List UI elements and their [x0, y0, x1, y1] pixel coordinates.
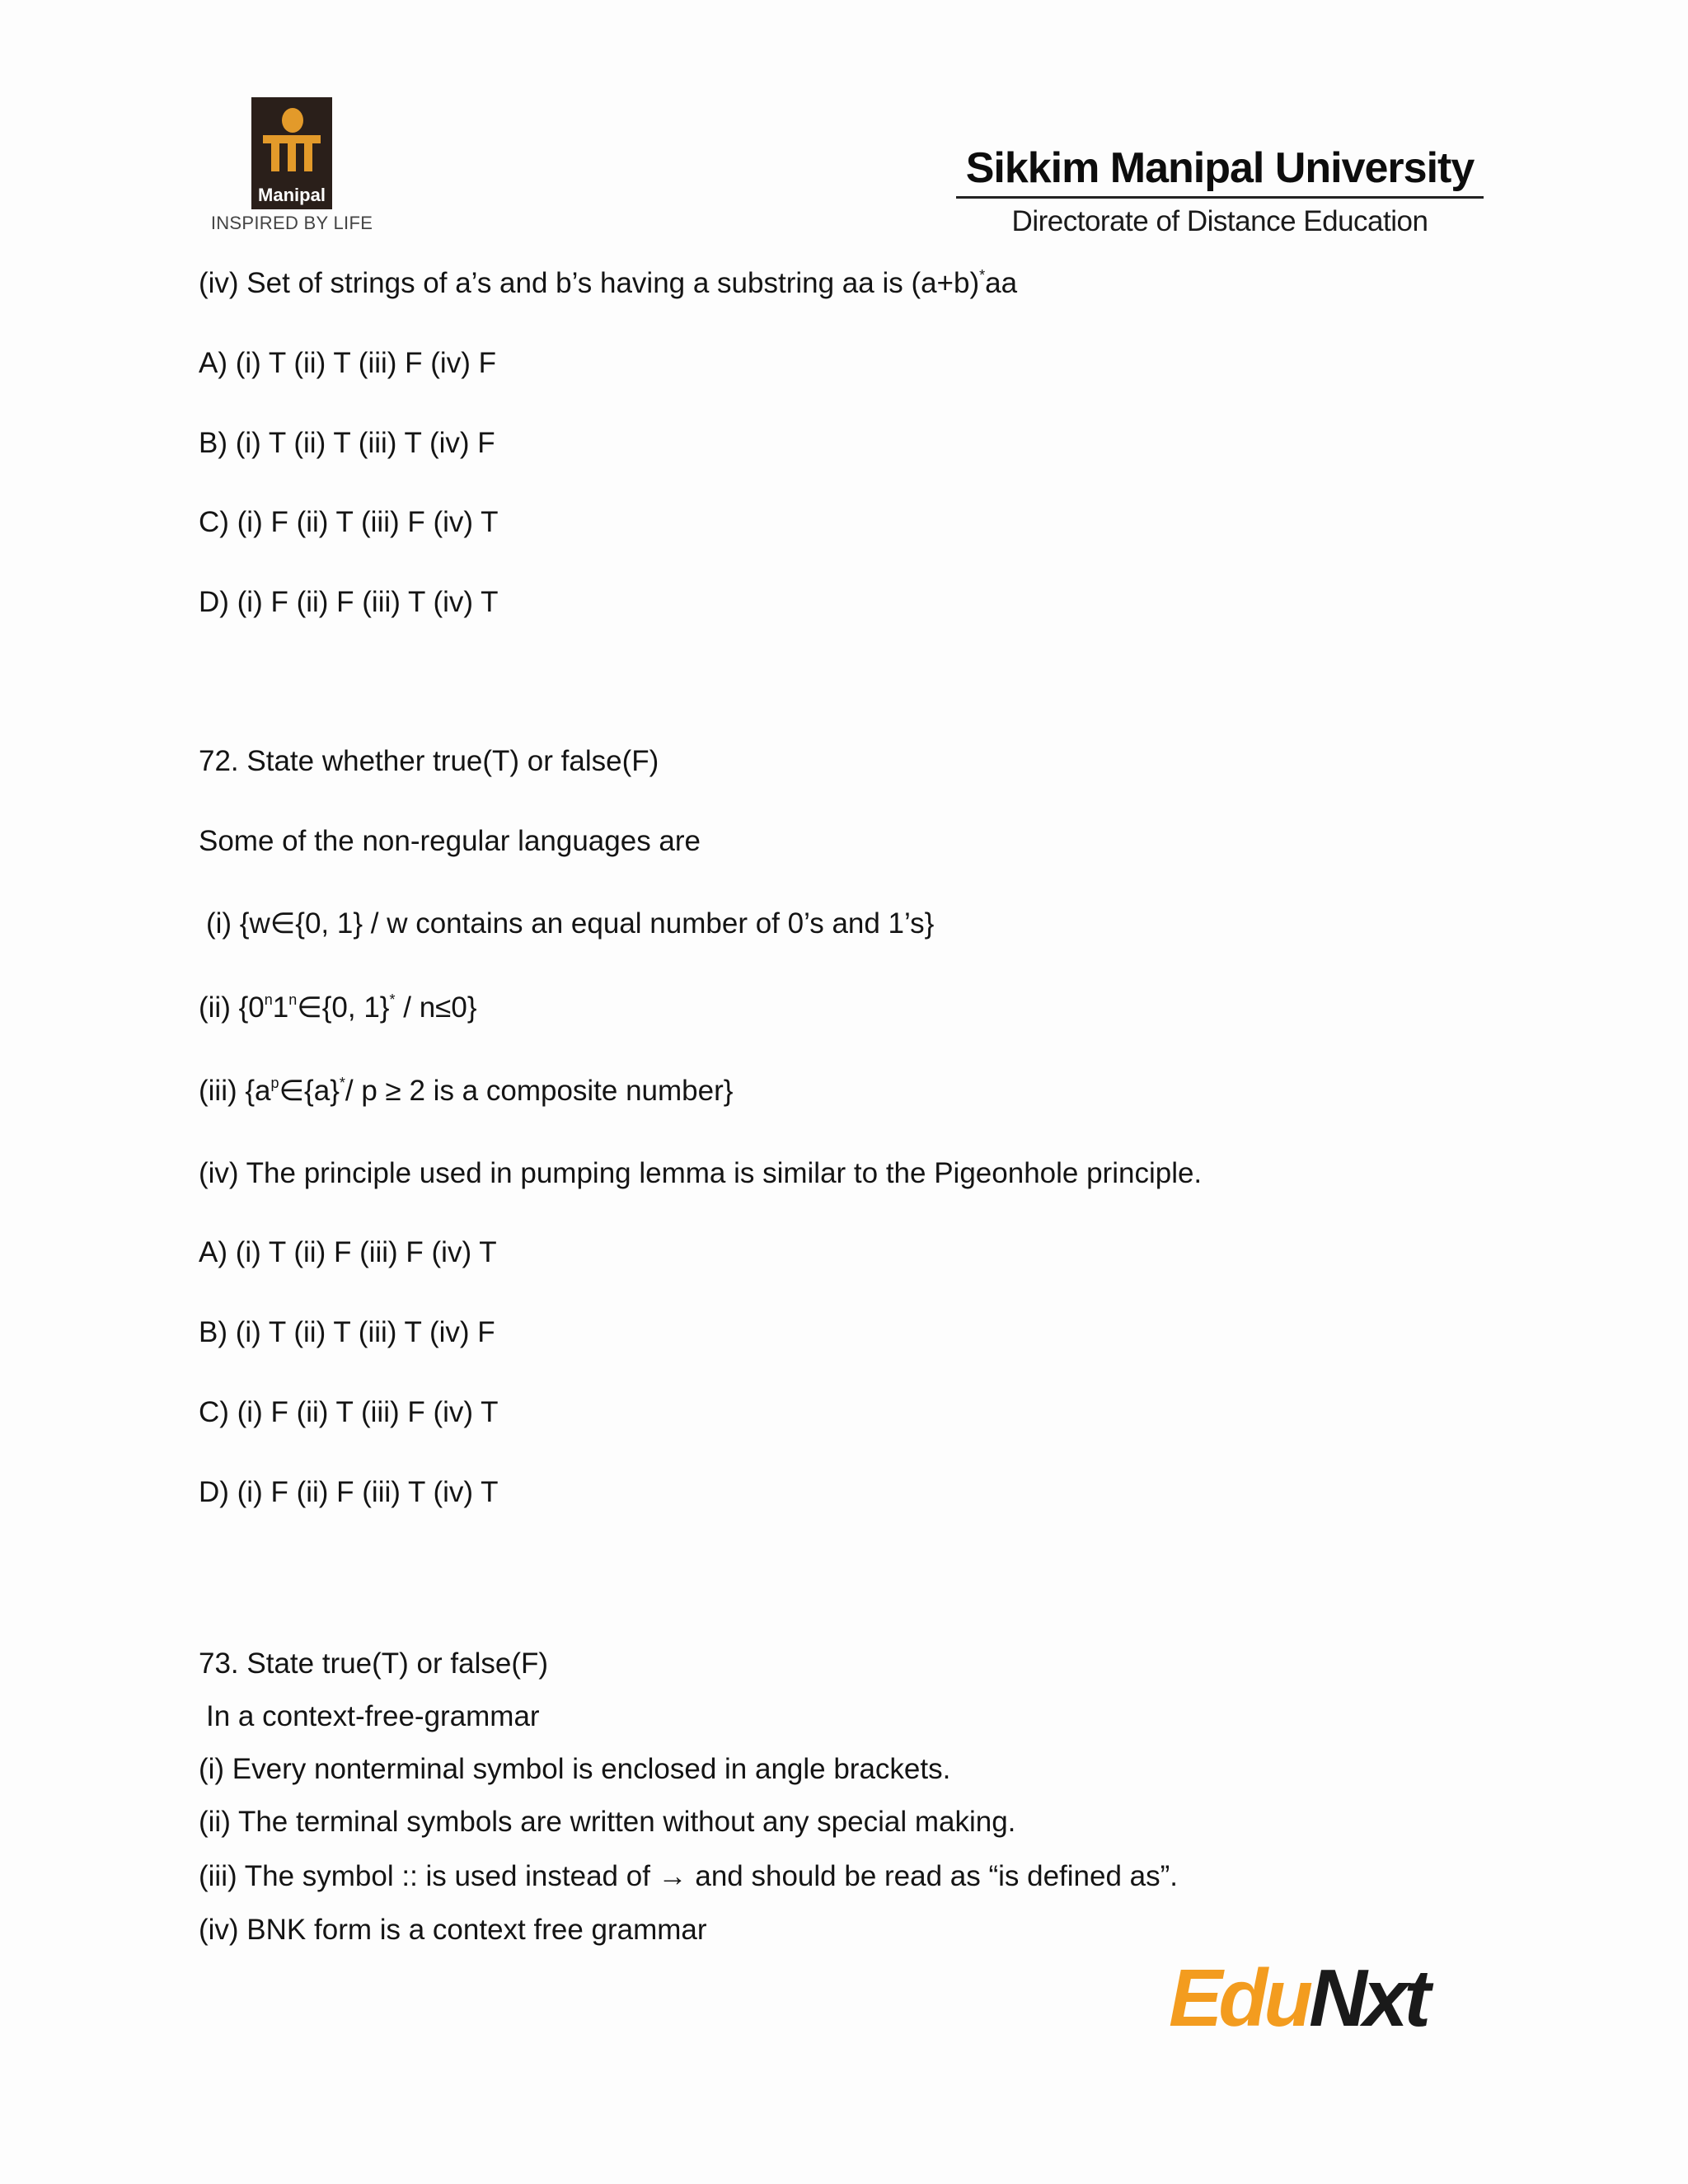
q71-option-c: C) (i) F (ii) T (iii) F (iv) T [199, 506, 499, 538]
university-name: Sikkim Manipal University [956, 143, 1484, 199]
q73-statement-i: (i) Every nonterminal symbol is enclosed in angle brackets. [199, 1753, 951, 1785]
q72-statement-iii: (iii) {$a^p\in\{a\}^*/$ p ≥ 2 is a composite number} [199, 1075, 734, 1107]
q71-option-b: B) (i) T (ii) T (iii) T (iv) F [199, 427, 495, 459]
q72-statement-ii: (ii) {0$^n$1$^n$∈{0, 1}* / n≤0} [199, 991, 477, 1024]
q72-option-d: D) (i) F (ii) F (iii) T (iv) T [199, 1476, 499, 1508]
q71-statement-iv: (iv) Set of strings of a’s and b’s having a substring aa is (a+b)*aa [199, 267, 1018, 299]
university-header [956, 143, 1484, 238]
q73-statement-iv: (iv) BNK form is a context free grammar [199, 1914, 707, 1946]
q73-title: 73. State true(T) or false(F) [199, 1647, 549, 1680]
manipal-emblem-icon [260, 102, 324, 176]
q73-intro: In a context-free-grammar [206, 1700, 540, 1732]
manipal-logo [201, 97, 382, 234]
q73-statement-ii: (ii) The terminal symbols are written without any special making. [199, 1806, 1016, 1838]
q72-option-a: A) (i) T (ii) F (iii) F (iv) T [199, 1236, 497, 1268]
university-subtitle: Directorate of Distance Education [1011, 205, 1428, 237]
q72-statement-i: (i) {w∈{0, 1} / w contains an equal number of 0’s and 1’s} [206, 907, 935, 940]
q72-title: 72. State whether true(T) or false(F) [199, 745, 659, 777]
q71-option-a: A) (i) T (ii) T (iii) F (iv) F [199, 347, 496, 379]
logo-tagline: INSPIRED BY LIFE [210, 213, 373, 233]
edunext-logo: EduNxt [1169, 1952, 1428, 2043]
q72-statement-iv: (iv) The principle used in pumping lemma is similar to the Pigeonhole principle. [199, 1157, 1203, 1189]
manipal-logo-mark [251, 97, 332, 209]
q72-intro: Some of the non-regular languages are [199, 825, 701, 857]
q71-option-d: D) (i) F (ii) F (iii) T (iv) T [199, 586, 499, 618]
q72-option-c: C) (i) F (ii) T (iii) F (iv) T [199, 1396, 499, 1428]
q73-statement-iii: (iii) The symbol :: is used instead of → and should be read as “is defined as”. [199, 1860, 1179, 1892]
logo-word: Manipal [258, 185, 326, 205]
q72-option-b: B) (i) T (ii) T (iii) T (iv) F [199, 1316, 495, 1348]
